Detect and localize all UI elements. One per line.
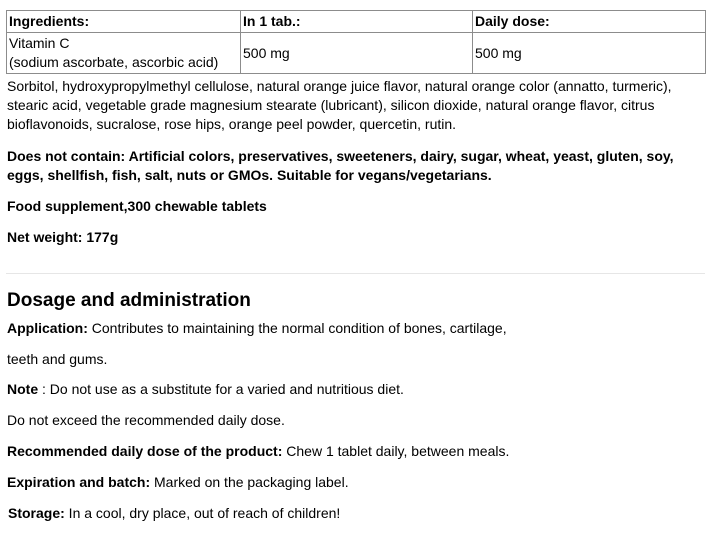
net-weight: Net weight: 177g — [7, 229, 119, 245]
recommended-text: Chew 1 tablet daily, between meals. — [282, 443, 510, 459]
header-daily-dose: Daily dose: — [473, 11, 706, 33]
dosage-heading: Dosage and administration — [7, 290, 251, 311]
product-form: Food supplement,300 chewable tablets — [7, 198, 267, 214]
ingredients-table — [6, 10, 706, 74]
storage-text: In a cool, dry place, out of reach of children! — [64, 505, 341, 521]
expiration-text: Marked on the packaging label. — [150, 474, 349, 490]
does-not-contain: Does not contain: Artificial colors, preservatives, sweeteners, dairy, sugar, wheat, yeast, gluten, soy, eggs, shellfish, fish, salt, nuts or GMOs. Suitable for vegans/vegetarians. — [7, 148, 674, 183]
other-ingredients: Sorbitol, hydroxypropylmethyl cellulose, natural orange juice flavor, natural orange color (annatto, turmeric), stearic acid, vegetable grade magnesium stearate (lubricant), silicon dioxide, natural orange flavor, citrus bioflavonoids, sucralose, rose hips, orange peel powder, quercetin, rutin. — [7, 78, 672, 132]
application-continuation: teeth and gums. — [7, 351, 108, 367]
storage-label: Storage: — [8, 505, 65, 521]
note-line — [7, 380, 404, 399]
ingredient-name-cell — [7, 33, 241, 74]
section-divider — [6, 273, 705, 274]
ingredient-forms: (sodium ascorbate, ascorbic acid) — [9, 54, 219, 70]
storage-line — [8, 504, 340, 523]
per-tab-amount: 500 mg — [241, 33, 473, 74]
note-label: Note — [7, 381, 39, 397]
recommended-label: Recommended daily dose of the product: — [7, 443, 283, 459]
table-row — [7, 33, 706, 74]
table-header-row — [7, 11, 706, 33]
header-per-tab: In 1 tab.: — [241, 11, 473, 33]
expiration-label: Expiration and batch: — [7, 474, 151, 490]
exceed-warning: Do not exceed the recommended daily dose. — [7, 412, 285, 428]
application-line — [7, 319, 507, 338]
note-text: : Do not use as a substitute for a varied and nutritious diet. — [38, 381, 404, 397]
daily-dose-amount: 500 mg — [473, 33, 706, 74]
application-text: Contributes to maintaining the normal condition of bones, cartilage, — [87, 320, 507, 336]
expiration-line — [7, 473, 349, 492]
header-ingredients: Ingredients: — [7, 11, 241, 33]
application-label: Application: — [7, 320, 88, 336]
recommended-line — [7, 442, 509, 461]
ingredient-name: Vitamin C — [9, 35, 70, 51]
